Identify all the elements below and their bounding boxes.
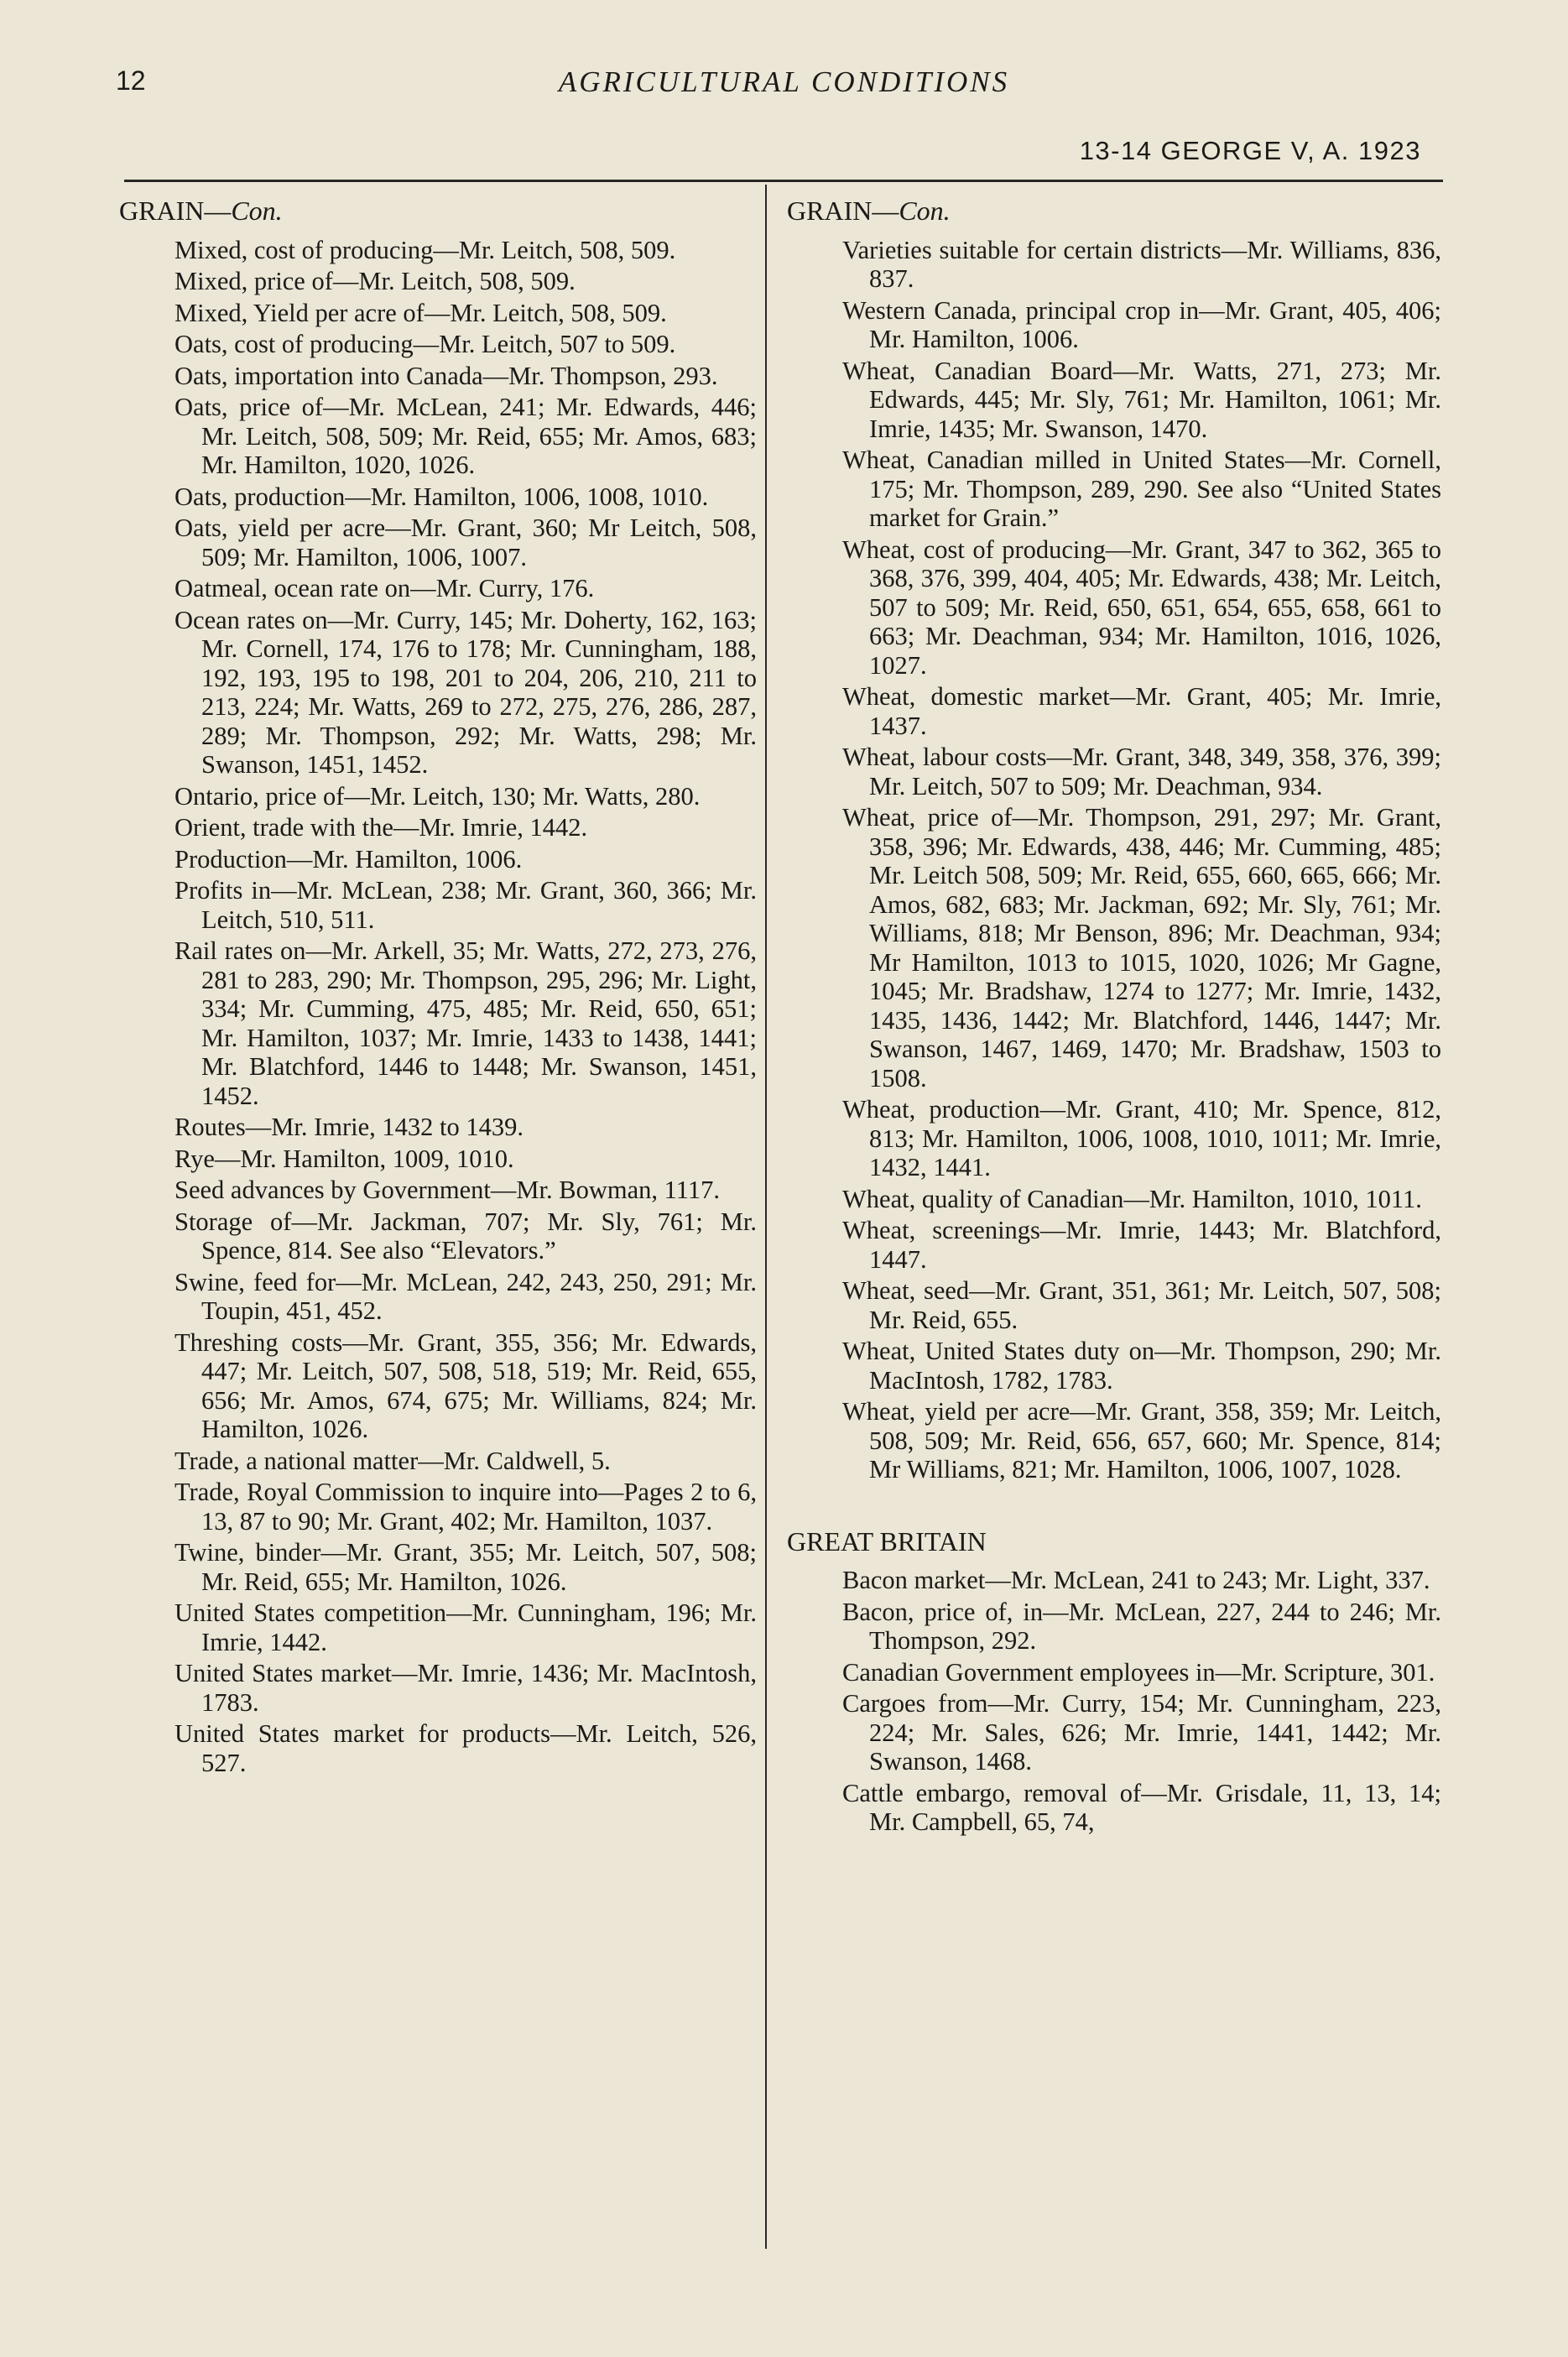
index-entry: Wheat, cost of producing—Mr. Grant, 347 to 362, 365 to 368, 376, 399, 404, 405; Mr. Edwards, 438; Mr. Leitch, 507 to 509; Mr. Reid, 650, 651, 654, 655, 658, 661 to 663; Mr. Deachman, 934; Mr. Hamilton, 1016, 1026, 1027. xyxy=(842,534,1441,680)
index-entry: Oatmeal, ocean rate on—Mr. Curry, 176. xyxy=(175,574,595,602)
heading-continued: Con. xyxy=(899,196,951,226)
index-entry: Wheat, United States duty on—Mr. Thompson, 290; Mr. MacIntosh, 1782, 1783. xyxy=(842,1337,1441,1395)
index-entry: Wheat, labour costs—Mr. Grant, 348, 349, 358, 376, 399; Mr. Leitch, 507 to 509; Mr. Deachman, 934. xyxy=(842,743,1441,800)
index-entry: Western Canada, principal crop in—Mr. Grant, 405, 406; Mr. Hamilton, 1006. xyxy=(842,295,1441,353)
index-entry: Orient, trade with the—Mr. Imrie, 1442. xyxy=(175,813,588,842)
index-entry: Varieties suitable for certain districts—Mr. Williams, 836, 837. xyxy=(842,235,1441,293)
index-entry: Wheat, production—Mr. Grant, 410; Mr. Spence, 812, 813; Mr. Hamilton, 1006, 1008, 1010, 1011; Mr. Imrie, 1432, 1441. xyxy=(842,1095,1441,1181)
index-entry: United States market for products—Mr. Leitch, 526, 527. xyxy=(175,1719,757,1777)
index-entry: Threshing costs—Mr. Grant, 355, 356; Mr. Edwards, 447; Mr. Leitch, 507, 508, 518, 519; Mr. Reid, 655, 656; Mr. Amos, 674, 675; Mr. Williams, 824; Mr. Hamilton, 1026. xyxy=(175,1327,757,1443)
index-entry: Seed advances by Government—Mr. Bowman, 1117. xyxy=(175,1176,720,1204)
index-entry: Wheat, Canadian milled in United States—Mr. Cornell, 175; Mr. Thompson, 289, 290. See also “United States market for Grain.” xyxy=(842,446,1441,532)
section-heading-great-britain: GREAT BRITAIN xyxy=(787,1525,987,1557)
index-entry: Wheat, yield per acre—Mr. Grant, 358, 359; Mr. Leitch, 508, 509; Mr. Reid, 656, 657, 660; Mr. Spence, 814; Mr Williams, 821; Mr. Hamilton, 1006, 1007, 1028. xyxy=(842,1397,1441,1484)
index-entry: Routes—Mr. Imrie, 1432 to 1439. xyxy=(175,1113,524,1141)
index-entry: Mixed, price of—Mr. Leitch, 508, 509. xyxy=(175,267,576,295)
index-entry: Profits in—Mr. McLean, 238; Mr. Grant, 360, 366; Mr. Leitch, 510, 511. xyxy=(175,876,757,934)
left-column xyxy=(119,196,757,1780)
index-entry: Wheat, screenings—Mr. Imrie, 1443; Mr. Blatchford, 1447. xyxy=(842,1216,1441,1274)
index-entry: Oats, price of—Mr. McLean, 241; Mr. Edwards, 446; Mr. Leitch, 508, 509; Mr. Reid, 655; Mr. Amos, 683; Mr. Hamilton, 1020, 1026. xyxy=(175,393,757,479)
index-entry: Trade, Royal Commission to inquire into—Pages 2 to 6, 13, 87 to 90; Mr. Grant, 402; Mr. Hamilton, 1037. xyxy=(175,1478,757,1536)
heading-continued: Con. xyxy=(231,196,283,226)
section-gap xyxy=(787,1487,1441,1527)
heading-main: GRAIN— xyxy=(119,196,232,226)
session-line: 13-14 GEORGE V, A. 1923 xyxy=(1079,136,1421,165)
right-column-heading xyxy=(787,196,1441,226)
index-entry: Bacon market—Mr. McLean, 241 to 243; Mr. Light, 337. xyxy=(842,1566,1430,1594)
heading-main: GRAIN— xyxy=(787,196,899,226)
page-number: 12 xyxy=(116,65,146,96)
index-entry: Mixed, cost of producing—Mr. Leitch, 508, 509. xyxy=(175,235,676,264)
index-entry: Ocean rates on—Mr. Curry, 145; Mr. Doherty, 162, 163; Mr. Cornell, 174, 176 to 178; Mr. Cunningham, 188, 192, 193, 195 to 198, 201 to 204, 206, 210, 211 to 213, 224; Mr. Watts, 269 to 272, 275, 276, 286, 287, 289; Mr. Thompson, 292; Mr. Watts, 298; Mr. Swanson, 1451, 1452. xyxy=(175,605,757,779)
index-entry: Mixed, Yield per acre of—Mr. Leitch, 508, 509. xyxy=(175,298,667,327)
index-entry: Wheat, domestic market—Mr. Grant, 405; Mr. Imrie, 1437. xyxy=(842,682,1441,740)
index-entry: United States market—Mr. Imrie, 1436; Mr. MacIntosh, 1783. xyxy=(175,1659,757,1717)
index-entry: Cargoes from—Mr. Curry, 154; Mr. Cunningham, 223, 224; Mr. Sales, 626; Mr. Imrie, 1441, 1442; Mr. Swanson, 1468. xyxy=(842,1689,1441,1776)
index-entry: Swine, feed for—Mr. McLean, 242, 243, 250, 291; Mr. Toupin, 451, 452. xyxy=(175,1267,757,1325)
index-entry: Cattle embargo, removal of—Mr. Grisdale, 11, 13, 14; Mr. Campbell, 65, 74, xyxy=(842,1778,1441,1836)
index-entry: Oats, importation into Canada—Mr. Thompson, 293. xyxy=(175,361,718,390)
index-entry: Ontario, price of—Mr. Leitch, 130; Mr. Watts, 280. xyxy=(175,781,701,811)
index-entry: Wheat, quality of Canadian—Mr. Hamilton, 1010, 1011. xyxy=(842,1184,1422,1213)
index-entry: Oats, cost of producing—Mr. Leitch, 507 to 509. xyxy=(175,330,676,358)
index-entry: United States competition—Mr. Cunningham, 196; Mr. Imrie, 1442. xyxy=(175,1598,757,1656)
right-column xyxy=(787,196,1441,1839)
index-entry: Oats, production—Mr. Hamilton, 1006, 1008, 1010. xyxy=(175,482,709,511)
header-rule xyxy=(124,180,1443,182)
index-entry: Canadian Government employees in—Mr. Scripture, 301. xyxy=(842,1657,1435,1687)
index-entry: Twine, binder—Mr. Grant, 355; Mr. Leitch, 507, 508; Mr. Reid, 655; Mr. Hamilton, 1026. xyxy=(175,1538,757,1596)
column-divider xyxy=(765,185,767,2249)
index-entry: Production—Mr. Hamilton, 1006. xyxy=(175,844,523,873)
left-column-heading xyxy=(119,196,757,226)
index-entry: Storage of—Mr. Jackman, 707; Mr. Sly, 761; Mr. Spence, 814. See also “Elevators.” xyxy=(175,1207,757,1265)
running-head-title: AGRICULTURAL CONDITIONS xyxy=(558,65,1010,98)
index-entry: Wheat, price of—Mr. Thompson, 291, 297; Mr. Grant, 358, 396; Mr. Edwards, 438, 446; Mr. Cumming, 485; Mr. Leitch 508, 509; Mr. Reid, 655, 660, 665, 666; Mr. Amos, 682, 683; Mr. Jackman, 692; Mr. Sly, 761; Mr. Williams, 818; Mr Benson, 896; Mr. Deachman, 934; Mr Hamilton, 1013 to 1015, 1020, 1026; Mr Gagne, 1045; Mr. Bradshaw, 1274 to 1277; Mr. Imrie, 1432, 1435, 1436, 1442; Mr. Blatchford, 1446, 1447; Mr. Swanson, 1467, 1469, 1470; Mr. Bradshaw, 1503 to 1508. xyxy=(842,803,1441,1092)
index-entry: Rye—Mr. Hamilton, 1009, 1010. xyxy=(175,1144,514,1173)
index-entry: Rail rates on—Mr. Arkell, 35; Mr. Watts, 272, 273, 276, 281 to 283, 290; Mr. Thompson, 295, 296; Mr. Light, 334; Mr. Cumming, 475, 485; Mr. Reid, 650, 651; Mr. Hamilton, 1037; Mr. Imrie, 1433 to 1438, 1441; Mr. Blatchford, 1446 to 1448; Mr. Swanson, 1451, 1452. xyxy=(175,936,757,1110)
index-entry: Oats, yield per acre—Mr. Grant, 360; Mr Leitch, 508, 509; Mr. Hamilton, 1006, 1007. xyxy=(175,514,757,571)
index-entry: Bacon, price of, in—Mr. McLean, 227, 244 to 246; Mr. Thompson, 292. xyxy=(842,1597,1441,1655)
index-entry: Wheat, Canadian Board—Mr. Watts, 271, 273; Mr. Edwards, 445; Mr. Sly, 761; Mr. Hamilton, 1061; Mr. Imrie, 1435; Mr. Swanson, 1470. xyxy=(842,356,1441,443)
index-entry: Wheat, seed—Mr. Grant, 351, 361; Mr. Leitch, 507, 508; Mr. Reid, 655. xyxy=(842,1276,1441,1334)
index-entry: Trade, a national matter—Mr. Caldwell, 5. xyxy=(175,1446,611,1475)
